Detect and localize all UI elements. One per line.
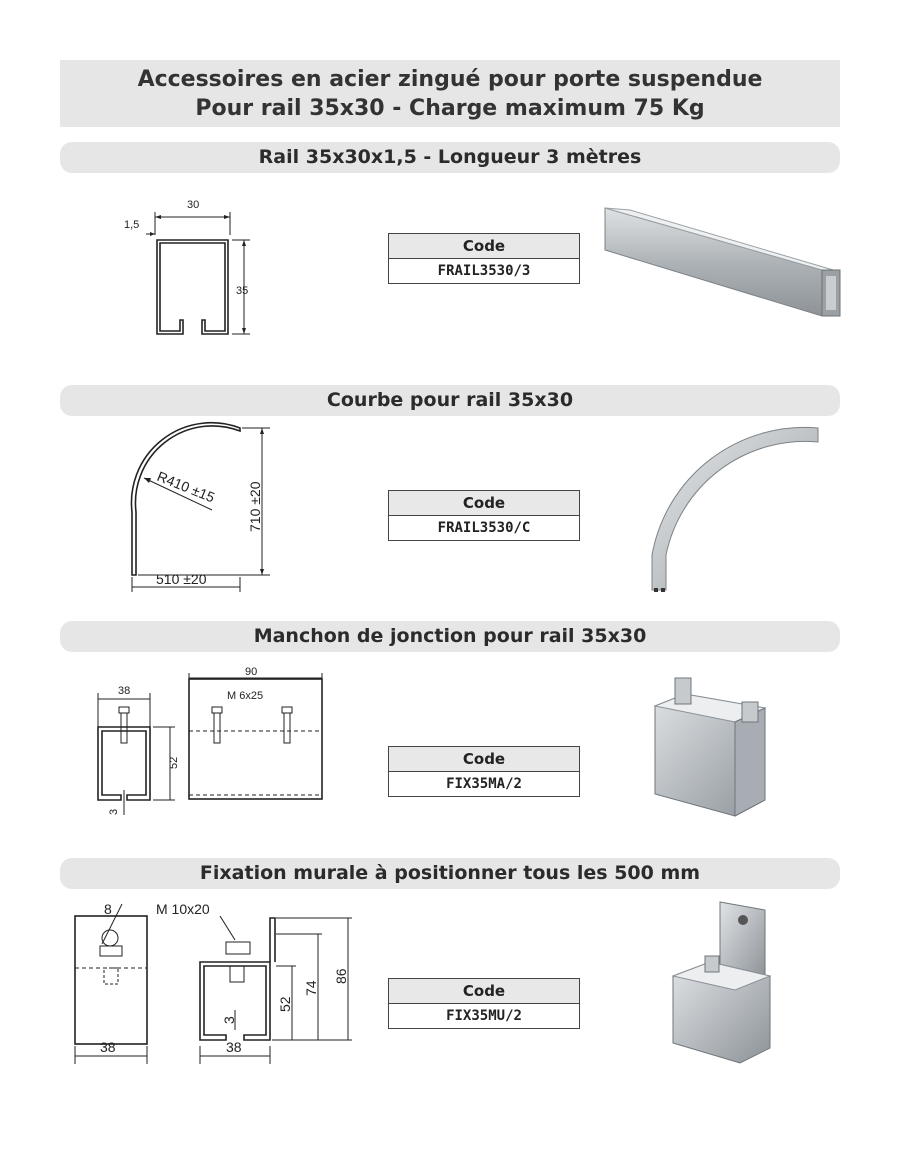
dim-bracket-width-a: 38 — [100, 1039, 116, 1055]
section-title-wall-bracket: Fixation murale à positionner tous les 500 mm — [60, 858, 840, 889]
dim-bracket-width-b: 38 — [226, 1039, 242, 1055]
main-header — [60, 60, 840, 127]
dim-bracket-h1: 52 — [277, 996, 293, 1012]
curve-photo — [640, 420, 840, 600]
dim-bracket-bolt: M 10x20 — [156, 901, 210, 917]
code-label: Code — [389, 234, 579, 259]
section-title-curve: Courbe pour rail 35x30 — [60, 385, 840, 416]
product-code: FRAIL3530/3 — [437, 263, 531, 279]
code-box-coupler — [388, 746, 580, 797]
coupler-photo — [645, 670, 775, 820]
header-title-line2: Pour rail 35x30 - Charge maximum 75 Kg — [195, 96, 705, 121]
dim-coupler-gap: 3 — [108, 808, 120, 815]
product-code: FRAIL3530/C — [437, 520, 531, 536]
dim-rail-height: 35 — [236, 285, 249, 297]
dim-bracket-gap: 3 — [221, 1016, 237, 1024]
dim-rail-thickness: 1,5 — [124, 219, 140, 231]
dim-bracket-hole: 8 — [104, 901, 112, 917]
code-label: Code — [389, 747, 579, 772]
rail-profile-diagram — [110, 190, 270, 350]
code-label: Code — [389, 979, 579, 1004]
dim-curve-height: 710 ±20 — [247, 481, 263, 532]
dim-coupler-height: 52 — [168, 756, 180, 769]
coupler-diagram — [95, 665, 335, 825]
dim-coupler-width: 38 — [118, 685, 131, 697]
dim-rail-width: 30 — [187, 199, 200, 211]
wall-bracket-diagram — [70, 900, 370, 1070]
dim-bracket-h3: 86 — [333, 968, 349, 984]
wall-bracket-photo — [665, 898, 785, 1068]
dim-curve-width: 510 ±20 — [156, 571, 207, 587]
section-title-rail: Rail 35x30x1,5 - Longueur 3 mètres — [60, 142, 840, 173]
header-title-line1: Accessoires en acier zingué pour porte suspendue — [137, 67, 763, 92]
product-code: FIX35MA/2 — [446, 776, 522, 792]
code-box-rail — [388, 233, 580, 284]
dim-coupler-length: 90 — [245, 666, 258, 678]
product-code: FIX35MU/2 — [446, 1008, 522, 1024]
dim-bracket-h2: 74 — [303, 980, 319, 996]
rail-photo — [600, 200, 845, 325]
dim-curve-radius: R410 ±15 — [154, 467, 218, 506]
code-box-curve — [388, 490, 580, 541]
code-label: Code — [389, 491, 579, 516]
section-title-coupler: Manchon de jonction pour rail 35x30 — [60, 621, 840, 652]
curve-diagram — [120, 420, 280, 595]
dim-coupler-bolt: M 6x25 — [227, 690, 264, 702]
code-box-wall-bracket — [388, 978, 580, 1029]
